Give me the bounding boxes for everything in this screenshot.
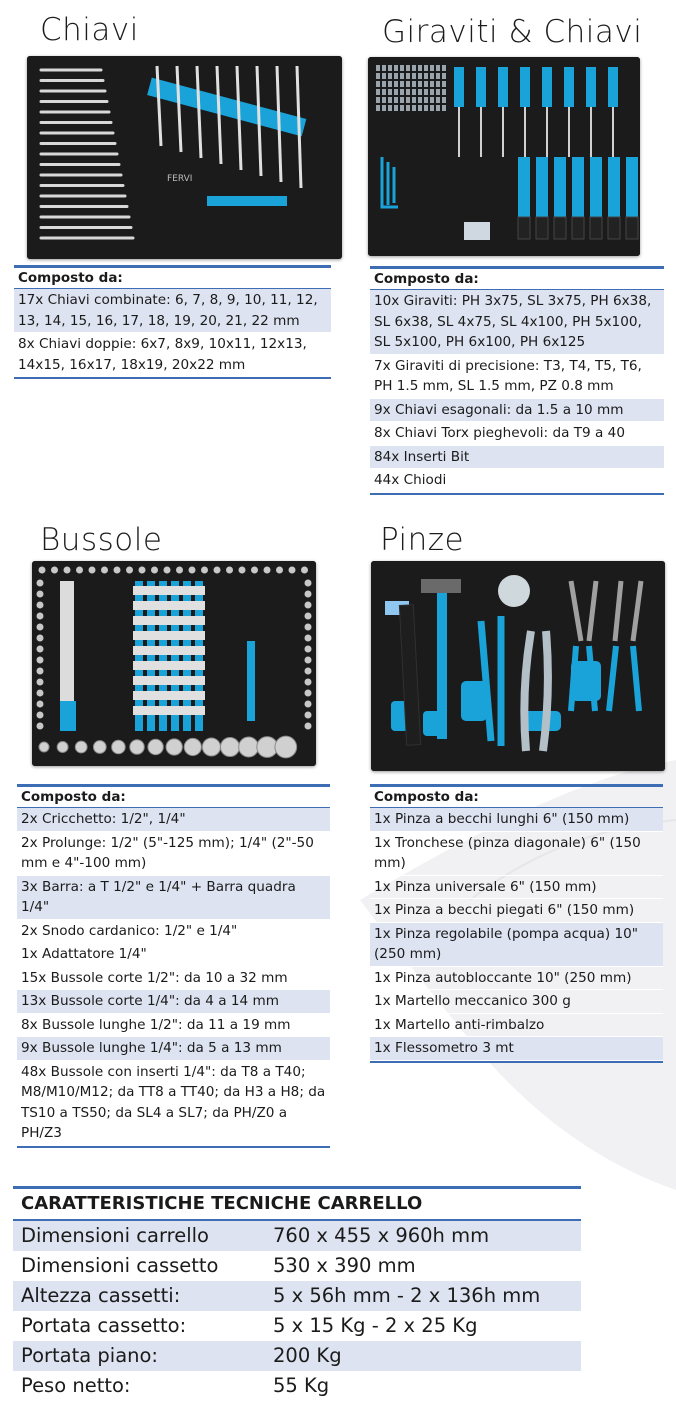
list-item: 8x Chiavi doppie: 6x7, 8x9, 10x11, 12x13, 14x15, 16x17, 18x19, 20x22 mm	[14, 333, 331, 377]
spec-label: Portata cassetto:	[21, 1314, 187, 1337]
spec-value: 5 x 56h mm - 2 x 136h mm	[273, 1284, 541, 1307]
list-item: 1x Flessometro 3 mt	[370, 1037, 663, 1061]
list-item: 1x Pinza a becchi piegati 6" (150 mm)	[370, 899, 663, 923]
spec-row	[13, 1281, 581, 1311]
spec-row	[13, 1341, 581, 1371]
spec-value: 760 x 455 x 960h mm	[273, 1224, 490, 1247]
specs-title: CARATTERISTICHE TECNICHE CARRELLO	[13, 1189, 581, 1221]
list-item: 8x Bussole lunghe 1/2": da 11 a 19 mm	[17, 1014, 330, 1038]
list-heading: Composto da:	[370, 787, 663, 808]
list-heading: Composto da:	[17, 787, 330, 808]
spec-label: Portata piano:	[21, 1344, 159, 1367]
list-heading: Composto da:	[14, 268, 331, 289]
spec-value: 200 Kg	[273, 1344, 342, 1367]
list-pinze	[370, 784, 663, 1063]
list-item: 1x Martello anti-rimbalzo	[370, 1014, 663, 1038]
spec-value: 55 Kg	[273, 1374, 330, 1397]
list-item: 1x Pinza a becchi lunghi 6" (150 mm)	[370, 808, 663, 832]
list-item: 1x Martello meccanico 300 g	[370, 990, 663, 1014]
spec-row	[13, 1311, 581, 1341]
spec-value: 530 x 390 mm	[273, 1254, 416, 1277]
list-item: 2x Snodo cardanico: 1/2" e 1/4"	[17, 920, 330, 944]
list-item: 9x Bussole lunghe 1/4": da 5 a 13 mm	[17, 1037, 330, 1061]
tray-photo-pinze	[371, 561, 665, 771]
spec-label: Dimensioni cassetto	[21, 1254, 219, 1277]
list-item: 1x Pinza universale 6" (150 mm)	[370, 876, 663, 900]
pliers-tray-illustration	[371, 561, 665, 771]
list-item: 1x Pinza autobloccante 10" (250 mm)	[370, 967, 663, 991]
socket-tray-illustration	[32, 561, 316, 766]
list-item: 1x Pinza regolabile (pompa acqua) 10" (250 mm)	[370, 923, 663, 967]
spec-value: 5 x 15 Kg - 2 x 25 Kg	[273, 1314, 478, 1337]
wrench-tray-illustration	[27, 56, 342, 259]
list-item: 13x Bussole corte 1/4": da 4 a 14 mm	[17, 990, 330, 1014]
list-item: 2x Prolunge: 1/2" (5"-125 mm); 1/4" (2"-50 mm e 4"-100 mm)	[17, 832, 330, 876]
specs-table	[13, 1186, 581, 1401]
list-item: 17x Chiavi combinate: 6, 7, 8, 9, 10, 11, 12, 13, 14, 15, 16, 17, 18, 19, 20, 21, 22 mm	[14, 289, 331, 333]
list-item: 10x Giraviti: PH 3x75, SL 3x75, PH 6x38, SL 6x38, SL 4x75, SL 4x100, PH 5x100, SL 5x100, PH 6x100, PH 6x125	[370, 290, 664, 355]
spec-row	[13, 1221, 581, 1251]
screwdriver-tray-illustration	[368, 57, 640, 256]
spec-row	[13, 1371, 581, 1401]
list-item: 44x Chiodi	[370, 469, 664, 493]
svg-text:FERVI: FERVI	[167, 174, 193, 184]
section-title-chiavi: Chiavi	[40, 12, 139, 48]
section-title-pinze: Pinze	[380, 522, 465, 558]
tray-photo-chiavi	[27, 56, 342, 259]
list-heading: Composto da:	[370, 269, 664, 290]
spec-row	[13, 1251, 581, 1281]
list-chiavi	[14, 265, 331, 379]
spec-label: Dimensioni carrello	[21, 1224, 209, 1247]
list-item: 2x Cricchetto: 1/2", 1/4"	[17, 808, 330, 832]
tray-photo-giraviti	[368, 57, 640, 256]
list-bussole	[17, 784, 330, 1148]
list-item: 3x Barra: a T 1/2" e 1/4" + Barra quadra 1/4"	[17, 876, 330, 920]
section-title-giraviti: Giraviti & Chiavi	[382, 14, 643, 50]
list-item: 7x Giraviti di precisione: T3, T4, T5, T6, PH 1.5 mm, SL 1.5 mm, PZ 0.8 mm	[370, 355, 664, 399]
tray-photo-bussole	[32, 561, 316, 766]
spec-label: Peso netto:	[21, 1374, 131, 1397]
list-item: 15x Bussole corte 1/2": da 10 a 32 mm	[17, 967, 330, 991]
list-item: 84x Inserti Bit	[370, 446, 664, 470]
list-item: 1x Adattatore 1/4"	[17, 943, 330, 967]
list-item: 1x Tronchese (pinza diagonale) 6" (150 mm)	[370, 832, 663, 876]
section-title-bussole: Bussole	[40, 522, 163, 558]
spec-label: Altezza cassetti:	[21, 1284, 181, 1307]
list-item: 9x Chiavi esagonali: da 1.5 a 10 mm	[370, 399, 664, 423]
list-item: 8x Chiavi Torx pieghevoli: da T9 a 40	[370, 422, 664, 446]
list-giraviti	[370, 266, 664, 495]
list-item: 48x Bussole con inserti 1/4": da T8 a T40; M8/M10/M12; da TT8 a TT40; da H3 a H8; da TS10 a TS50; da SL4 a SL7; da PH/Z0 a PH/Z3	[17, 1061, 330, 1146]
